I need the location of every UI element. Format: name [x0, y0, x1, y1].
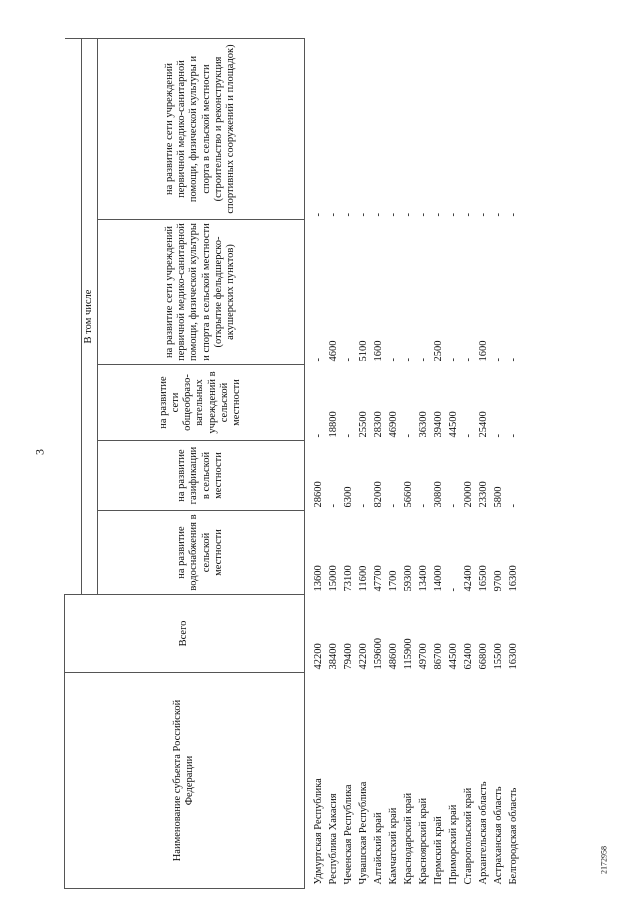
- table-row: [462, 39, 477, 889]
- table-row: [507, 39, 522, 889]
- cell-gas: 56600: [402, 481, 414, 508]
- cell-medical: 1600: [477, 340, 489, 362]
- header-name: Наименование субъекта Российской Федерации: [65, 673, 305, 889]
- cell-medical: -: [492, 358, 504, 362]
- cell-total: 62400: [462, 643, 474, 670]
- cell-medical: -: [417, 358, 429, 362]
- cell-schools: -: [462, 434, 474, 438]
- cell-name: Чеченская Республика: [342, 784, 354, 885]
- cell-name: Удмуртская Республика: [312, 778, 324, 885]
- cell-water: 9700: [492, 570, 504, 592]
- table-row: [402, 39, 417, 889]
- cell-name: Ставропольский край: [462, 787, 474, 885]
- cell-name: Камчатский край: [387, 807, 399, 885]
- table-row: [327, 39, 342, 889]
- cell-medical: -: [402, 358, 414, 362]
- table-row: [432, 39, 447, 889]
- cell-water: 11600: [357, 565, 369, 592]
- cell-sport: -: [477, 213, 489, 217]
- header-total: Всего: [65, 595, 305, 673]
- header-gas: на развитие газификации в сельской местности: [97, 441, 304, 511]
- cell-schools: 39400: [432, 411, 444, 438]
- cell-total: 48600: [387, 643, 399, 670]
- header-sport: на развитие сети учреждений первичной медико-санитарной помощи, физической культуры и спорта в сельской местности (строительство и реконструкция спортивных сооружений и площадок): [97, 39, 304, 220]
- cell-gas: -: [327, 504, 339, 508]
- cell-water: 42400: [462, 565, 474, 592]
- cell-schools: 28300: [372, 411, 384, 438]
- cell-medical: 5100: [357, 340, 369, 362]
- cell-total: 79400: [342, 643, 354, 670]
- cell-name: Белгородская область: [507, 787, 519, 885]
- cell-water: -: [447, 588, 459, 592]
- cell-medical: 4600: [327, 340, 339, 362]
- cell-medical: -: [312, 358, 324, 362]
- cell-sport: -: [357, 213, 369, 217]
- table-row: [312, 39, 327, 889]
- cell-schools: 25500: [357, 411, 369, 438]
- cell-schools: -: [342, 434, 354, 438]
- table-row: [417, 39, 432, 889]
- cell-total: 42200: [357, 643, 369, 670]
- table-row: [372, 39, 387, 889]
- header-blank-top: [65, 39, 82, 595]
- cell-water: 16500: [477, 565, 489, 592]
- cell-sport: -: [312, 213, 324, 217]
- cell-water: 73100: [342, 565, 354, 592]
- cell-schools: 25400: [477, 411, 489, 438]
- cell-gas: 23300: [477, 481, 489, 508]
- cell-name: Пермский край: [432, 816, 444, 885]
- cell-total: 38400: [327, 643, 339, 670]
- cell-schools: -: [492, 434, 504, 438]
- cell-schools: 44500: [447, 411, 459, 438]
- page-number: 3: [32, 449, 47, 455]
- cell-medical: 1600: [372, 340, 384, 362]
- table-body: [304, 39, 522, 889]
- cell-total: 159600: [372, 638, 384, 670]
- cell-medical: -: [462, 358, 474, 362]
- cell-medical: -: [387, 358, 399, 362]
- cell-water: 13400: [417, 565, 429, 592]
- budget-table: [64, 38, 522, 889]
- cell-medical: 2500: [432, 340, 444, 362]
- cell-name: Архангельская область: [477, 781, 489, 885]
- header-group: В том числе: [81, 39, 97, 595]
- table-row: [342, 39, 357, 889]
- table-row: [357, 39, 372, 889]
- document-code: 2172958: [599, 846, 609, 874]
- cell-sport: -: [462, 213, 474, 217]
- cell-gas: 20000: [462, 481, 474, 508]
- cell-gas: 6300: [342, 486, 354, 508]
- cell-schools: -: [507, 434, 519, 438]
- cell-name: Красноярский край: [417, 797, 429, 885]
- cell-water: 1700: [387, 570, 399, 592]
- cell-sport: -: [402, 213, 414, 217]
- cell-total: 15500: [492, 643, 504, 670]
- table-row: [387, 39, 402, 889]
- landscape-sheet: [64, 39, 598, 889]
- table-row: [447, 39, 462, 889]
- cell-medical: -: [507, 358, 519, 362]
- cell-sport: -: [447, 213, 459, 217]
- table-row: [492, 39, 507, 889]
- cell-water: 15000: [327, 565, 339, 592]
- cell-water: 14000: [432, 565, 444, 592]
- header-schools: на развитие сети общеобразо-вательных учреждений в сельской местности: [97, 365, 304, 441]
- cell-total: 16300: [507, 643, 519, 670]
- cell-sport: -: [432, 213, 444, 217]
- cell-schools: 18800: [327, 411, 339, 438]
- cell-name: Чувашская Республика: [357, 781, 369, 885]
- cell-total: 42200: [312, 643, 324, 670]
- cell-schools: 36300: [417, 411, 429, 438]
- cell-sport: -: [342, 213, 354, 217]
- cell-total: 86700: [432, 643, 444, 670]
- header-medical: на развитие сети учреждений первичной медико-санитарной помощи, физической культуры и спорта в сельской местности (открытие фельдшерско-акушерских пунктов): [97, 220, 304, 365]
- cell-medical: -: [342, 358, 354, 362]
- cell-gas: 5800: [492, 486, 504, 508]
- table-row: [477, 39, 492, 889]
- cell-gas: -: [417, 504, 429, 508]
- cell-water: 13600: [312, 565, 324, 592]
- cell-gas: -: [357, 504, 369, 508]
- cell-sport: -: [417, 213, 429, 217]
- cell-sport: -: [372, 213, 384, 217]
- cell-sport: -: [492, 213, 504, 217]
- cell-total: 44500: [447, 643, 459, 670]
- cell-gas: -: [447, 504, 459, 508]
- cell-gas: -: [507, 504, 519, 508]
- cell-name: Краснодарский край: [402, 792, 414, 885]
- cell-schools: 46900: [387, 411, 399, 438]
- cell-sport: -: [387, 213, 399, 217]
- cell-gas: 82000: [372, 481, 384, 508]
- cell-sport: -: [507, 213, 519, 217]
- cell-name: Республика Хакасия: [327, 793, 339, 885]
- cell-water: 47700: [372, 565, 384, 592]
- cell-gas: 30800: [432, 481, 444, 508]
- cell-gas: -: [387, 504, 399, 508]
- cell-medical: -: [447, 358, 459, 362]
- spacer-row: [304, 39, 312, 889]
- cell-water: 59300: [402, 565, 414, 592]
- header-water: на развитие водоснабжения в сельской местности: [97, 511, 304, 595]
- cell-name: Астраханская область: [492, 786, 504, 885]
- cell-schools: -: [402, 434, 414, 438]
- cell-name: Приморский край: [447, 804, 459, 885]
- cell-water: 16300: [507, 565, 519, 592]
- cell-total: 115900: [402, 638, 414, 670]
- cell-total: 49700: [417, 643, 429, 670]
- cell-schools: -: [312, 434, 324, 438]
- cell-gas: 28600: [312, 481, 324, 508]
- cell-name: Алтайский край: [372, 812, 384, 885]
- rotated-table-frame: [64, 39, 598, 889]
- cell-sport: -: [327, 213, 339, 217]
- cell-total: 66800: [477, 643, 489, 670]
